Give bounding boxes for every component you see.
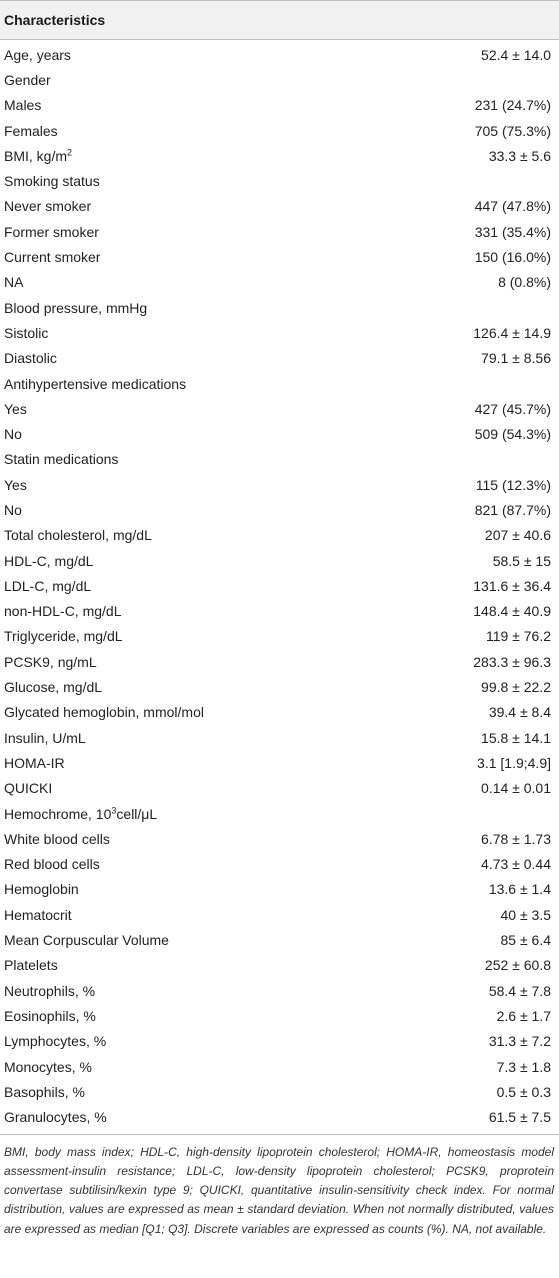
row-value: 79.1 ± 8.56: [481, 350, 551, 367]
row-label: QUICKI: [4, 780, 53, 797]
row-value: 39.4 ± 8.4: [488, 704, 551, 721]
row-label: Blood pressure, mmHg: [4, 299, 148, 316]
row-label: Platelets: [4, 957, 58, 974]
table-row: [0, 472, 559, 497]
row-label: Basophils, %: [4, 1083, 85, 1100]
row-value: 40 ± 3.5: [500, 906, 551, 923]
table-body: [0, 40, 559, 1130]
row-value: 126.4 ± 14.9: [473, 324, 551, 341]
table-row: [0, 649, 559, 674]
row-value: 8 (0.8%): [498, 274, 551, 291]
table-row: [0, 927, 559, 952]
row-value: 821 (87.7%): [474, 501, 551, 518]
row-label: No: [4, 426, 22, 443]
row-label: Granulocytes, %: [4, 1109, 107, 1126]
row-label: Statin medications: [4, 451, 119, 468]
table-row: [0, 1104, 559, 1129]
row-value: 283.3 ± 96.3: [473, 653, 551, 670]
row-label: Sistolic: [4, 324, 49, 341]
row-label-superscript: 3: [111, 804, 117, 815]
row-label: Hemochrome, $10^3cell/\mu L$: [4, 804, 158, 822]
row-label: Former smoker: [4, 223, 99, 240]
row-label: Current smoker: [4, 249, 101, 266]
row-value: 85 ± 6.4: [500, 932, 551, 949]
row-value: 705 (75.3%): [474, 122, 551, 139]
table-row: [0, 776, 559, 801]
row-value: 7.3 ± 1.8: [496, 1058, 551, 1075]
table-row: [0, 978, 559, 1003]
row-label: No: [4, 501, 22, 518]
row-label: White blood cells: [4, 830, 110, 847]
row-label: Never smoker: [4, 198, 92, 215]
row-label: Diastolic: [4, 350, 57, 367]
row-label: HDL-C, mg/dL: [4, 552, 94, 569]
table-row: [0, 826, 559, 851]
table-row: [0, 168, 559, 193]
table-row: [0, 801, 559, 826]
row-value: 31.3 ± 7.2: [488, 1033, 551, 1050]
row-value: 33.3 ± 5.6: [488, 147, 551, 164]
row-label: Smoking status: [4, 173, 100, 190]
row-label: Insulin, U/mL: [4, 729, 86, 746]
table-row: [0, 194, 559, 219]
table-row: [0, 1029, 559, 1054]
row-label: Hemoglobin: [4, 881, 79, 898]
row-label: PCSK9, ng/mL: [4, 653, 97, 670]
table-row: [0, 1079, 559, 1104]
row-value: 119 ± 76.2: [485, 628, 551, 645]
table-row: [0, 118, 559, 143]
table-row: [0, 244, 559, 269]
row-value: 231 (24.7%): [474, 97, 551, 114]
row-value: 148.4 ± 40.9: [473, 603, 551, 620]
table-row: [0, 725, 559, 750]
table-row: [0, 902, 559, 927]
table-row: [0, 674, 559, 699]
row-value: 252 ± 60.8: [484, 957, 551, 974]
row-label: Age, years: [4, 46, 71, 63]
row-label: Glycated hemoglobin, mmol/mol: [4, 704, 204, 721]
table-row: [0, 396, 559, 421]
row-label: Neutrophils, %: [4, 982, 96, 999]
row-value: 447 (47.8%): [474, 198, 551, 215]
table-row: [0, 700, 559, 725]
table-row: [0, 573, 559, 598]
table-row: [0, 750, 559, 775]
table-footnote: BMI, body mass index; HDL-C, high-density lipoprotein cholesterol; HOMA-IR, homeostasis model assessment-insulin resistance; LDL-C, low-density lipoprotein cholesterol; PCSK9, proprotein convertase subtilisin/kexin type 9; QUICKI, quantitative insulin-sensitivity check index. For normal distribution, values are expressed as mean ± standard deviation. When not normally distributed, values are expressed as median [Q1; Q3]. Discrete variables are expressed as counts (%). NA, not available.: [4, 1144, 554, 1236]
row-label: Gender: [4, 71, 51, 88]
row-label: Lymphocytes, %: [4, 1033, 107, 1050]
row-value: 61.5 ± 7.5: [488, 1109, 551, 1126]
row-label: Females: [4, 122, 58, 139]
header-label: Characteristics: [4, 12, 106, 28]
row-label: Yes: [4, 476, 27, 493]
row-value: 0.5 ± 0.3: [496, 1083, 551, 1100]
row-label: non-HDL-C, mg/dL: [4, 603, 122, 620]
row-value: 331 (35.4%): [474, 223, 551, 240]
table-row: [0, 1054, 559, 1079]
row-value: 6.78 ± 1.73: [481, 830, 551, 847]
table-row: [0, 421, 559, 446]
row-value: 4.73 ± 0.44: [481, 856, 551, 873]
row-value: 150 (16.0%): [474, 249, 551, 266]
row-label: Monocytes, %: [4, 1058, 92, 1075]
row-value: 58.4 ± 7.8: [488, 982, 551, 999]
row-value: 0.14 ± 0.01: [481, 780, 551, 797]
table-row: [0, 1003, 559, 1028]
row-label: Total cholesterol, mg/dL: [4, 527, 152, 544]
row-label: NA: [4, 274, 24, 291]
row-value: 15.8 ± 14.1: [481, 729, 551, 746]
row-label: BMI, $kg/m^2$: [4, 147, 73, 164]
row-label: Yes: [4, 400, 27, 417]
table-row: [0, 219, 559, 244]
table-row: [0, 67, 559, 92]
row-value: 3.1 [1.9;4.9]: [477, 754, 551, 771]
table-row: [0, 93, 559, 118]
table-row: [0, 497, 559, 522]
row-value: 52.4 ± 14.0: [481, 46, 551, 63]
row-value: 115 (12.3%): [475, 476, 551, 493]
table-header: [0, 0, 559, 40]
row-label: Males: [4, 97, 42, 114]
row-value: 58.5 ± 15: [492, 552, 551, 569]
table-row: [0, 599, 559, 624]
row-label: Eosinophils, %: [4, 1007, 96, 1024]
row-value: 13.6 ± 1.4: [488, 881, 551, 898]
row-label: Antihypertensive medications: [4, 375, 187, 392]
row-label: Glucose, mg/dL: [4, 679, 103, 696]
row-label: Mean Corpuscular Volume: [4, 932, 169, 949]
row-label: Hematocrit: [4, 906, 72, 923]
table-row: [0, 371, 559, 396]
row-label: LDL-C, mg/dL: [4, 577, 92, 594]
table-row: [0, 320, 559, 345]
table-row: [0, 624, 559, 649]
row-label: Triglyceride, mg/dL: [4, 628, 123, 645]
row-value: 2.6 ± 1.7: [496, 1007, 551, 1024]
table-row: [0, 42, 559, 67]
row-value: 207 ± 40.6: [484, 527, 551, 544]
row-value: 131.6 ± 36.4: [473, 577, 551, 594]
table-row: [0, 852, 559, 877]
row-value: 427 (45.7%): [474, 400, 551, 417]
row-value: 99.8 ± 22.2: [481, 679, 551, 696]
row-label: HOMA-IR: [4, 754, 65, 771]
table-row: [0, 295, 559, 320]
table-row: [0, 143, 559, 168]
table-row: [0, 346, 559, 371]
table-row: [0, 877, 559, 902]
table-row: [0, 447, 559, 472]
row-label: Red blood cells: [4, 856, 100, 873]
table-row: [0, 523, 559, 548]
table-row: [0, 270, 559, 295]
row-label-superscript: 2: [67, 147, 73, 158]
row-value: 509 (54.3%): [474, 426, 551, 443]
table-row: [0, 548, 559, 573]
table-row: [0, 953, 559, 978]
